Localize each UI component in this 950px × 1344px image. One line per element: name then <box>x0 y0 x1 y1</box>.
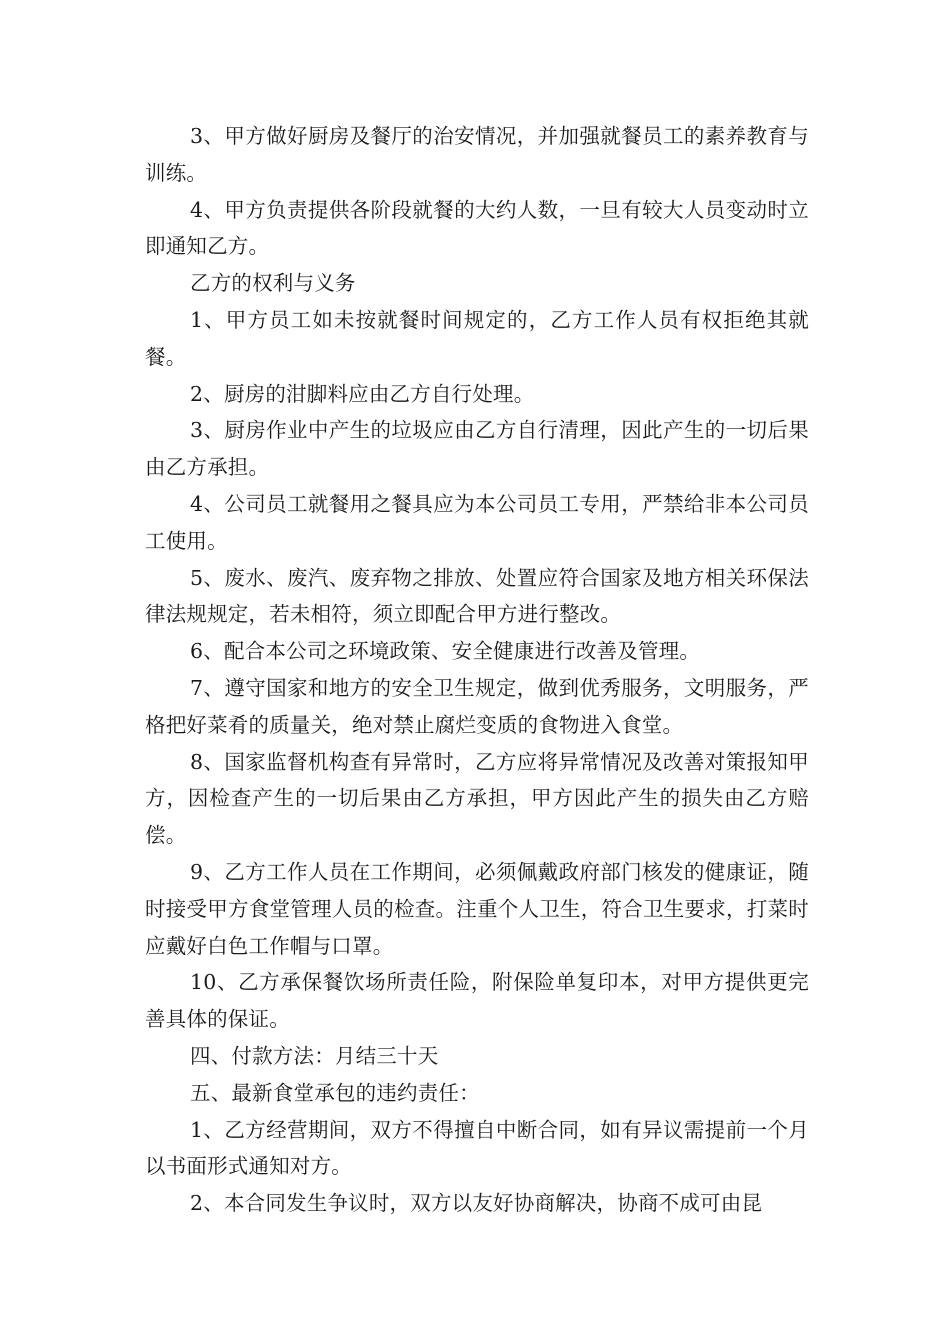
section-heading-party-b-rights: 乙方的权利与义务 <box>190 271 356 296</box>
section-heading-payment-method: 四、付款方法：月结三十天 <box>190 1043 439 1068</box>
paragraph-party-b-duty-8: 8、国家监督机构查有异常时，乙方应将异常情况及改善对策报知甲方，因检查产生的一切后果由乙方承担，甲方因此产生的损失由乙方赔偿。 <box>145 749 809 848</box>
document-body <box>145 118 809 1222</box>
paragraph-party-b-duty-3: 3、厨房作业中产生的垃圾应由乙方自行清理，因此产生的一切后果由乙方承担。 <box>145 418 809 480</box>
paragraph-party-a-duty-4: 4、甲方负责提供各阶段就餐的大约人数，一旦有较大人员变动时立即通知乙方。 <box>145 197 809 259</box>
paragraph-party-a-duty-3: 3、甲方做好厨房及餐厅的治安情况，并加强就餐员工的素养教育与训练。 <box>145 124 809 185</box>
paragraph-breach-2: 2、本合同发生争议时，双方以友好协商解决，协商不成可由昆 <box>190 1191 763 1216</box>
paragraph-party-b-duty-6: 6、配合本公司之环境政策、安全健康进行改善及管理。 <box>190 639 701 664</box>
paragraph-party-b-duty-7: 7、遵守国家和地方的安全卫生规定，做到优秀服务，文明服务，严格把好菜肴的质量关，绝对禁止腐烂变质的食物进入食堂。 <box>145 675 809 737</box>
paragraph-party-b-duty-1: 1、甲方员工如未按就餐时间规定的，乙方工作人员有权拒绝其就餐。 <box>145 307 809 369</box>
paragraph-party-b-duty-9: 9、乙方工作人员在工作期间，必须佩戴政府部门核发的健康证，随时接受甲方食堂管理人员的检查。注重个人卫生，符合卫生要求，打菜时应戴好白色工作帽与口罩。 <box>145 859 809 958</box>
paragraph-party-b-duty-10: 10、乙方承保餐饮场所责任险，附保险单复印本，对甲方提供更完善具体的保证。 <box>145 970 809 1032</box>
paragraph-breach-1: 1、乙方经营期间，双方不得擅自中断合同，如有异议需提前一个月以书面形式通知对方。 <box>145 1117 809 1179</box>
section-heading-breach-liability: 五、最新食堂承包的违约责任： <box>190 1080 480 1105</box>
paragraph-party-b-duty-2: 2、厨房的泔脚料应由乙方自行处理。 <box>190 381 535 406</box>
paragraph-party-b-duty-5: 5、废水、废汽、废弃物之排放、处置应符合国家及地方相关环保法律法规规定，若未相符，须立即配合甲方进行整改。 <box>145 565 809 627</box>
paragraph-party-b-duty-4: 4、公司员工就餐用之餐具应为本公司员工专用，严禁给非本公司员工使用。 <box>145 491 809 553</box>
